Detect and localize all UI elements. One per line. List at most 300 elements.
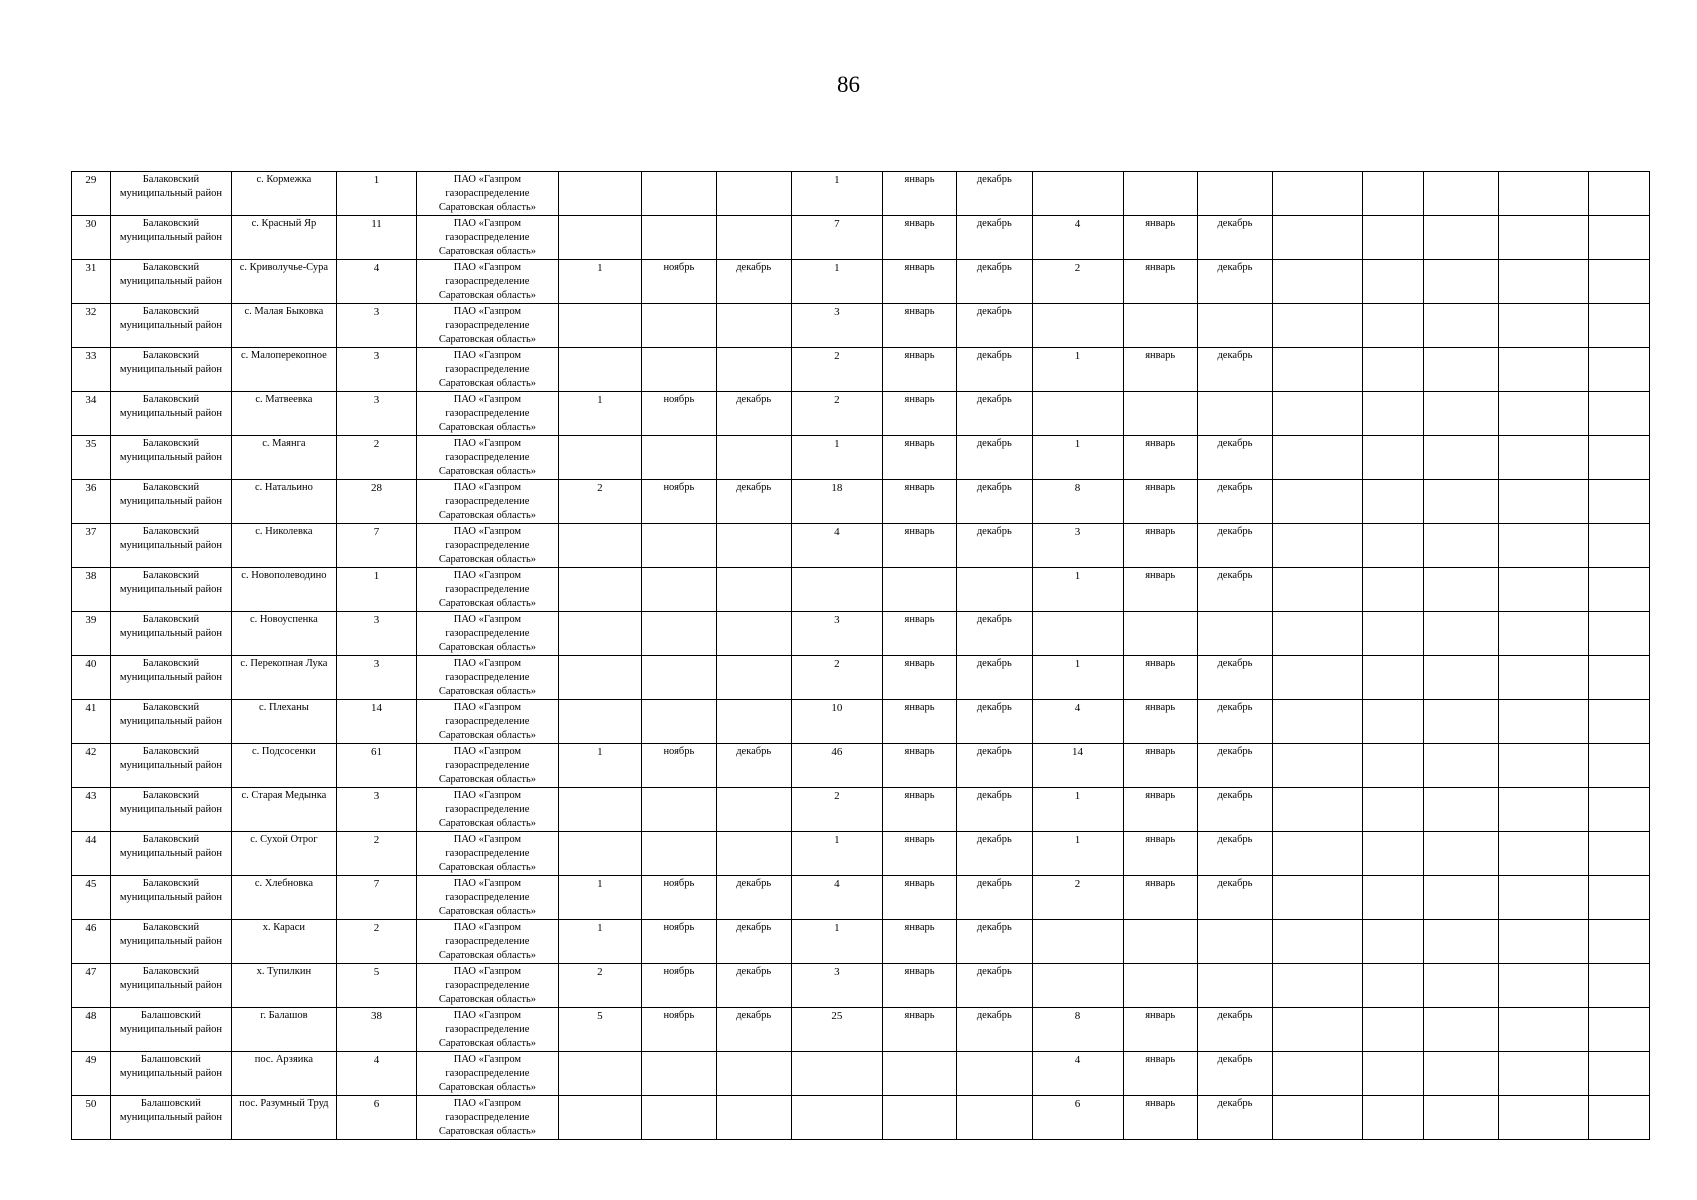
group1-count-cell <box>558 700 642 744</box>
group1-start-month-cell: ноябрь <box>642 920 716 964</box>
total-cell: 4 <box>336 1052 417 1096</box>
table-row <box>72 524 1650 568</box>
group2-count-cell: 2 <box>791 392 882 436</box>
group1-count-cell <box>558 436 642 480</box>
total-cell: 1 <box>336 172 417 216</box>
group2-end-month-cell <box>957 1096 1032 1140</box>
empty-cell <box>1273 260 1363 304</box>
empty-cell <box>1273 1052 1363 1096</box>
group3-start-month-cell <box>1123 172 1197 216</box>
group1-start-month-cell: ноябрь <box>642 480 716 524</box>
group1-start-month-cell <box>642 1096 716 1140</box>
group1-end-month-cell: декабрь <box>716 1008 791 1052</box>
group1-count-cell: 2 <box>558 964 642 1008</box>
group2-count-cell: 2 <box>791 348 882 392</box>
group3-start-month-cell: январь <box>1123 1096 1197 1140</box>
empty-cell <box>1423 304 1498 348</box>
district-cell: Балаковский муниципальный район <box>110 304 231 348</box>
table-row <box>72 260 1650 304</box>
group3-count-cell <box>1032 304 1123 348</box>
row-number-cell: 30 <box>72 216 111 260</box>
empty-cell <box>1499 788 1589 832</box>
empty-cell <box>1589 612 1650 656</box>
group2-count-cell: 1 <box>791 832 882 876</box>
organization-cell: ПАО «Газпром газораспределение Саратовская область» <box>417 612 558 656</box>
table-row <box>72 876 1650 920</box>
empty-cell <box>1589 392 1650 436</box>
table-row <box>72 216 1650 260</box>
group3-end-month-cell: декабрь <box>1197 260 1272 304</box>
empty-cell <box>1499 480 1589 524</box>
table-body <box>72 172 1650 1140</box>
empty-cell <box>1423 392 1498 436</box>
district-cell: Балаковский муниципальный район <box>110 348 231 392</box>
empty-cell <box>1363 172 1424 216</box>
organization-cell: ПАО «Газпром газораспределение Саратовская область» <box>417 832 558 876</box>
empty-cell <box>1499 1008 1589 1052</box>
total-cell: 7 <box>336 524 417 568</box>
group1-count-cell: 1 <box>558 260 642 304</box>
group3-start-month-cell <box>1123 964 1197 1008</box>
total-cell: 3 <box>336 304 417 348</box>
total-cell: 3 <box>336 612 417 656</box>
group2-end-month-cell: декабрь <box>957 876 1032 920</box>
organization-cell: ПАО «Газпром газораспределение Саратовская область» <box>417 1008 558 1052</box>
empty-cell <box>1589 1008 1650 1052</box>
table-row <box>72 920 1650 964</box>
group1-start-month-cell <box>642 788 716 832</box>
group1-start-month-cell: ноябрь <box>642 876 716 920</box>
row-number-cell: 41 <box>72 700 111 744</box>
empty-cell <box>1423 744 1498 788</box>
group2-count-cell: 46 <box>791 744 882 788</box>
group2-count-cell: 2 <box>791 656 882 700</box>
organization-cell: ПАО «Газпром газораспределение Саратовская область» <box>417 348 558 392</box>
group2-start-month-cell: январь <box>882 1008 956 1052</box>
row-number-cell: 45 <box>72 876 111 920</box>
organization-cell: ПАО «Газпром газораспределение Саратовская область» <box>417 920 558 964</box>
group3-start-month-cell: январь <box>1123 348 1197 392</box>
empty-cell <box>1589 568 1650 612</box>
group3-end-month-cell: декабрь <box>1197 832 1272 876</box>
empty-cell <box>1363 216 1424 260</box>
group3-count-cell <box>1032 612 1123 656</box>
group2-count-cell: 18 <box>791 480 882 524</box>
group3-end-month-cell: декабрь <box>1197 524 1272 568</box>
group1-start-month-cell <box>642 436 716 480</box>
empty-cell <box>1589 656 1650 700</box>
empty-cell <box>1499 392 1589 436</box>
group3-count-cell: 1 <box>1032 348 1123 392</box>
group2-end-month-cell: декабрь <box>957 524 1032 568</box>
organization-cell: ПАО «Газпром газораспределение Саратовская область» <box>417 216 558 260</box>
organization-cell: ПАО «Газпром газораспределение Саратовская область» <box>417 480 558 524</box>
group2-start-month-cell: январь <box>882 744 956 788</box>
group2-end-month-cell: декабрь <box>957 480 1032 524</box>
group3-start-month-cell <box>1123 304 1197 348</box>
group1-start-month-cell: ноябрь <box>642 392 716 436</box>
district-cell: Балаковский муниципальный район <box>110 568 231 612</box>
empty-cell <box>1363 436 1424 480</box>
group2-count-cell: 1 <box>791 260 882 304</box>
settlement-cell: с. Малоперекопное <box>232 348 337 392</box>
settlement-cell: с. Натальино <box>232 480 337 524</box>
district-cell: Балаковский муниципальный район <box>110 744 231 788</box>
district-cell: Балаковский муниципальный район <box>110 964 231 1008</box>
empty-cell <box>1423 260 1498 304</box>
row-number-cell: 48 <box>72 1008 111 1052</box>
empty-cell <box>1499 1096 1589 1140</box>
organization-cell: ПАО «Газпром газораспределение Саратовская область» <box>417 436 558 480</box>
empty-cell <box>1499 744 1589 788</box>
empty-cell <box>1589 1052 1650 1096</box>
empty-cell <box>1363 304 1424 348</box>
group1-start-month-cell <box>642 216 716 260</box>
settlement-cell: с. Подсосенки <box>232 744 337 788</box>
settlement-cell: с. Николевка <box>232 524 337 568</box>
empty-cell <box>1499 348 1589 392</box>
total-cell: 4 <box>336 260 417 304</box>
total-cell: 2 <box>336 832 417 876</box>
group2-start-month-cell: январь <box>882 260 956 304</box>
group2-count-cell: 3 <box>791 612 882 656</box>
group3-count-cell: 14 <box>1032 744 1123 788</box>
group3-start-month-cell: январь <box>1123 656 1197 700</box>
empty-cell <box>1363 964 1424 1008</box>
group2-count-cell: 1 <box>791 920 882 964</box>
settlement-cell: с. Криволучье-Сура <box>232 260 337 304</box>
group1-start-month-cell <box>642 700 716 744</box>
empty-cell <box>1589 832 1650 876</box>
table-row <box>72 568 1650 612</box>
empty-cell <box>1589 524 1650 568</box>
table-row <box>72 436 1650 480</box>
group1-start-month-cell: ноябрь <box>642 964 716 1008</box>
empty-cell <box>1363 656 1424 700</box>
group3-end-month-cell: декабрь <box>1197 1096 1272 1140</box>
empty-cell <box>1589 788 1650 832</box>
group2-start-month-cell: январь <box>882 480 956 524</box>
organization-cell: ПАО «Газпром газораспределение Саратовская область» <box>417 172 558 216</box>
empty-cell <box>1273 788 1363 832</box>
group3-start-month-cell: январь <box>1123 744 1197 788</box>
group2-count-cell: 1 <box>791 436 882 480</box>
organization-cell: ПАО «Газпром газораспределение Саратовская область» <box>417 1096 558 1140</box>
group3-start-month-cell <box>1123 392 1197 436</box>
total-cell: 14 <box>336 700 417 744</box>
organization-cell: ПАО «Газпром газораспределение Саратовская область» <box>417 304 558 348</box>
group2-end-month-cell <box>957 1052 1032 1096</box>
table-row <box>72 788 1650 832</box>
group2-start-month-cell: январь <box>882 348 956 392</box>
empty-cell <box>1423 964 1498 1008</box>
table-row <box>72 304 1650 348</box>
group1-end-month-cell <box>716 172 791 216</box>
empty-cell <box>1423 348 1498 392</box>
district-cell: Балаковский муниципальный район <box>110 260 231 304</box>
table-row <box>72 348 1650 392</box>
empty-cell <box>1423 876 1498 920</box>
group2-end-month-cell: декабрь <box>957 1008 1032 1052</box>
group2-start-month-cell: январь <box>882 832 956 876</box>
group1-count-cell: 1 <box>558 876 642 920</box>
empty-cell <box>1589 216 1650 260</box>
group3-count-cell <box>1032 964 1123 1008</box>
group3-start-month-cell: январь <box>1123 480 1197 524</box>
row-number-cell: 39 <box>72 612 111 656</box>
group1-end-month-cell <box>716 436 791 480</box>
organization-cell: ПАО «Газпром газораспределение Саратовская область» <box>417 744 558 788</box>
group3-start-month-cell: январь <box>1123 260 1197 304</box>
district-cell: Балаковский муниципальный район <box>110 612 231 656</box>
empty-cell <box>1273 1008 1363 1052</box>
district-cell: Балаковский муниципальный район <box>110 876 231 920</box>
group3-start-month-cell: январь <box>1123 524 1197 568</box>
empty-cell <box>1363 348 1424 392</box>
empty-cell <box>1423 568 1498 612</box>
group2-end-month-cell: декабрь <box>957 260 1032 304</box>
group3-end-month-cell: декабрь <box>1197 876 1272 920</box>
district-cell: Балаковский муниципальный район <box>110 172 231 216</box>
empty-cell <box>1589 876 1650 920</box>
page-number: 86 <box>837 72 860 97</box>
group2-count-cell: 3 <box>791 304 882 348</box>
group2-end-month-cell: декабрь <box>957 744 1032 788</box>
settlement-cell: с. Новоуспенка <box>232 612 337 656</box>
table-row <box>72 612 1650 656</box>
group3-end-month-cell <box>1197 964 1272 1008</box>
group3-count-cell: 6 <box>1032 1096 1123 1140</box>
row-number-cell: 35 <box>72 436 111 480</box>
group3-count-cell <box>1032 172 1123 216</box>
row-number-cell: 50 <box>72 1096 111 1140</box>
table-row <box>72 480 1650 524</box>
settlement-cell: с. Старая Медынка <box>232 788 337 832</box>
group3-count-cell: 4 <box>1032 700 1123 744</box>
group1-count-cell: 1 <box>558 744 642 788</box>
table-row <box>72 656 1650 700</box>
group3-count-cell: 4 <box>1032 1052 1123 1096</box>
group2-count-cell <box>791 1052 882 1096</box>
row-number-cell: 29 <box>72 172 111 216</box>
empty-cell <box>1273 612 1363 656</box>
group3-count-cell: 1 <box>1032 656 1123 700</box>
group1-count-cell <box>558 568 642 612</box>
row-number-cell: 40 <box>72 656 111 700</box>
group1-start-month-cell <box>642 612 716 656</box>
group2-start-month-cell: январь <box>882 392 956 436</box>
empty-cell <box>1423 216 1498 260</box>
group1-start-month-cell <box>642 172 716 216</box>
empty-cell <box>1363 612 1424 656</box>
group1-count-cell <box>558 656 642 700</box>
group1-end-month-cell: декабрь <box>716 920 791 964</box>
group1-end-month-cell <box>716 700 791 744</box>
total-cell: 11 <box>336 216 417 260</box>
group3-start-month-cell: январь <box>1123 788 1197 832</box>
empty-cell <box>1363 700 1424 744</box>
empty-cell <box>1499 876 1589 920</box>
group1-end-month-cell <box>716 612 791 656</box>
settlement-cell: х. Караси <box>232 920 337 964</box>
organization-cell: ПАО «Газпром газораспределение Саратовская область» <box>417 524 558 568</box>
empty-cell <box>1589 304 1650 348</box>
row-number-cell: 49 <box>72 1052 111 1096</box>
group1-count-cell <box>558 1096 642 1140</box>
empty-cell <box>1499 920 1589 964</box>
organization-cell: ПАО «Газпром газораспределение Саратовская область» <box>417 788 558 832</box>
total-cell: 28 <box>336 480 417 524</box>
table-row <box>72 172 1650 216</box>
total-cell: 3 <box>336 656 417 700</box>
group2-end-month-cell: декабрь <box>957 612 1032 656</box>
empty-cell <box>1423 700 1498 744</box>
district-cell: Балаковский муниципальный район <box>110 436 231 480</box>
empty-cell <box>1363 260 1424 304</box>
group3-start-month-cell <box>1123 920 1197 964</box>
empty-cell <box>1589 964 1650 1008</box>
row-number-cell: 43 <box>72 788 111 832</box>
district-cell: Балаковский муниципальный район <box>110 216 231 260</box>
settlement-cell: пос. Разумный Труд <box>232 1096 337 1140</box>
district-cell: Балаковский муниципальный район <box>110 700 231 744</box>
group3-start-month-cell: январь <box>1123 1008 1197 1052</box>
empty-cell <box>1273 524 1363 568</box>
group1-count-cell <box>558 348 642 392</box>
group1-start-month-cell <box>642 568 716 612</box>
group3-end-month-cell: декабрь <box>1197 744 1272 788</box>
group1-start-month-cell <box>642 832 716 876</box>
row-number-cell: 34 <box>72 392 111 436</box>
group2-end-month-cell: декабрь <box>957 304 1032 348</box>
group3-end-month-cell: декабрь <box>1197 568 1272 612</box>
group3-count-cell: 4 <box>1032 216 1123 260</box>
group2-start-month-cell: январь <box>882 172 956 216</box>
group2-start-month-cell: январь <box>882 524 956 568</box>
group1-count-cell: 5 <box>558 1008 642 1052</box>
empty-cell <box>1423 920 1498 964</box>
empty-cell <box>1423 656 1498 700</box>
empty-cell <box>1363 1052 1424 1096</box>
district-cell: Балашовский муниципальный район <box>110 1008 231 1052</box>
group1-count-cell <box>558 216 642 260</box>
total-cell: 38 <box>336 1008 417 1052</box>
group2-start-month-cell: январь <box>882 920 956 964</box>
group2-end-month-cell: декабрь <box>957 920 1032 964</box>
empty-cell <box>1423 788 1498 832</box>
group2-start-month-cell: январь <box>882 216 956 260</box>
group3-count-cell: 2 <box>1032 260 1123 304</box>
group3-end-month-cell: декабрь <box>1197 436 1272 480</box>
empty-cell <box>1273 304 1363 348</box>
empty-cell <box>1499 1052 1589 1096</box>
group2-count-cell: 1 <box>791 172 882 216</box>
empty-cell <box>1273 1096 1363 1140</box>
total-cell: 7 <box>336 876 417 920</box>
table-row <box>72 1008 1650 1052</box>
group3-end-month-cell: декабрь <box>1197 700 1272 744</box>
group1-start-month-cell <box>642 304 716 348</box>
total-cell: 2 <box>336 920 417 964</box>
empty-cell <box>1499 172 1589 216</box>
group2-end-month-cell: декабрь <box>957 964 1032 1008</box>
organization-cell: ПАО «Газпром газораспределение Саратовская область» <box>417 876 558 920</box>
empty-cell <box>1589 744 1650 788</box>
empty-cell <box>1499 216 1589 260</box>
empty-cell <box>1273 964 1363 1008</box>
group3-count-cell: 8 <box>1032 1008 1123 1052</box>
group3-end-month-cell: декабрь <box>1197 348 1272 392</box>
row-number-cell: 38 <box>72 568 111 612</box>
group3-end-month-cell: декабрь <box>1197 656 1272 700</box>
empty-cell <box>1589 172 1650 216</box>
settlement-cell: с. Маянга <box>232 436 337 480</box>
total-cell: 2 <box>336 436 417 480</box>
district-cell: Балаковский муниципальный район <box>110 832 231 876</box>
group2-count-cell: 10 <box>791 700 882 744</box>
group2-end-month-cell: декабрь <box>957 348 1032 392</box>
group1-end-month-cell <box>716 216 791 260</box>
group1-end-month-cell <box>716 1052 791 1096</box>
group3-end-month-cell: декабрь <box>1197 788 1272 832</box>
group1-end-month-cell <box>716 832 791 876</box>
settlement-cell: пос. Арзяика <box>232 1052 337 1096</box>
row-number-cell: 36 <box>72 480 111 524</box>
total-cell: 3 <box>336 788 417 832</box>
group2-count-cell <box>791 1096 882 1140</box>
empty-cell <box>1273 392 1363 436</box>
empty-cell <box>1589 700 1650 744</box>
group2-start-month-cell <box>882 1096 956 1140</box>
group3-end-month-cell: декабрь <box>1197 480 1272 524</box>
group2-end-month-cell: декабрь <box>957 436 1032 480</box>
group1-end-month-cell <box>716 656 791 700</box>
organization-cell: ПАО «Газпром газораспределение Саратовская область» <box>417 392 558 436</box>
empty-cell <box>1363 788 1424 832</box>
empty-cell <box>1273 656 1363 700</box>
group2-start-month-cell: январь <box>882 612 956 656</box>
district-cell: Балаковский муниципальный район <box>110 788 231 832</box>
empty-cell <box>1273 920 1363 964</box>
empty-cell <box>1423 1008 1498 1052</box>
settlement-cell: с. Сухой Отрог <box>232 832 337 876</box>
empty-cell <box>1589 480 1650 524</box>
group1-end-month-cell: декабрь <box>716 876 791 920</box>
empty-cell <box>1499 568 1589 612</box>
organization-cell: ПАО «Газпром газораспределение Саратовская область» <box>417 1052 558 1096</box>
empty-cell <box>1499 304 1589 348</box>
group1-count-cell <box>558 788 642 832</box>
empty-cell <box>1273 876 1363 920</box>
group3-start-month-cell: январь <box>1123 1052 1197 1096</box>
group2-start-month-cell: январь <box>882 304 956 348</box>
group3-start-month-cell: январь <box>1123 700 1197 744</box>
empty-cell <box>1499 436 1589 480</box>
total-cell: 1 <box>336 568 417 612</box>
empty-cell <box>1273 568 1363 612</box>
empty-cell <box>1363 392 1424 436</box>
empty-cell <box>1423 480 1498 524</box>
total-cell: 5 <box>336 964 417 1008</box>
row-number-cell: 31 <box>72 260 111 304</box>
group2-end-month-cell: декабрь <box>957 788 1032 832</box>
group3-start-month-cell: январь <box>1123 436 1197 480</box>
group2-count-cell: 7 <box>791 216 882 260</box>
group2-start-month-cell: январь <box>882 964 956 1008</box>
empty-cell <box>1273 216 1363 260</box>
table-row <box>72 832 1650 876</box>
group2-start-month-cell: январь <box>882 656 956 700</box>
